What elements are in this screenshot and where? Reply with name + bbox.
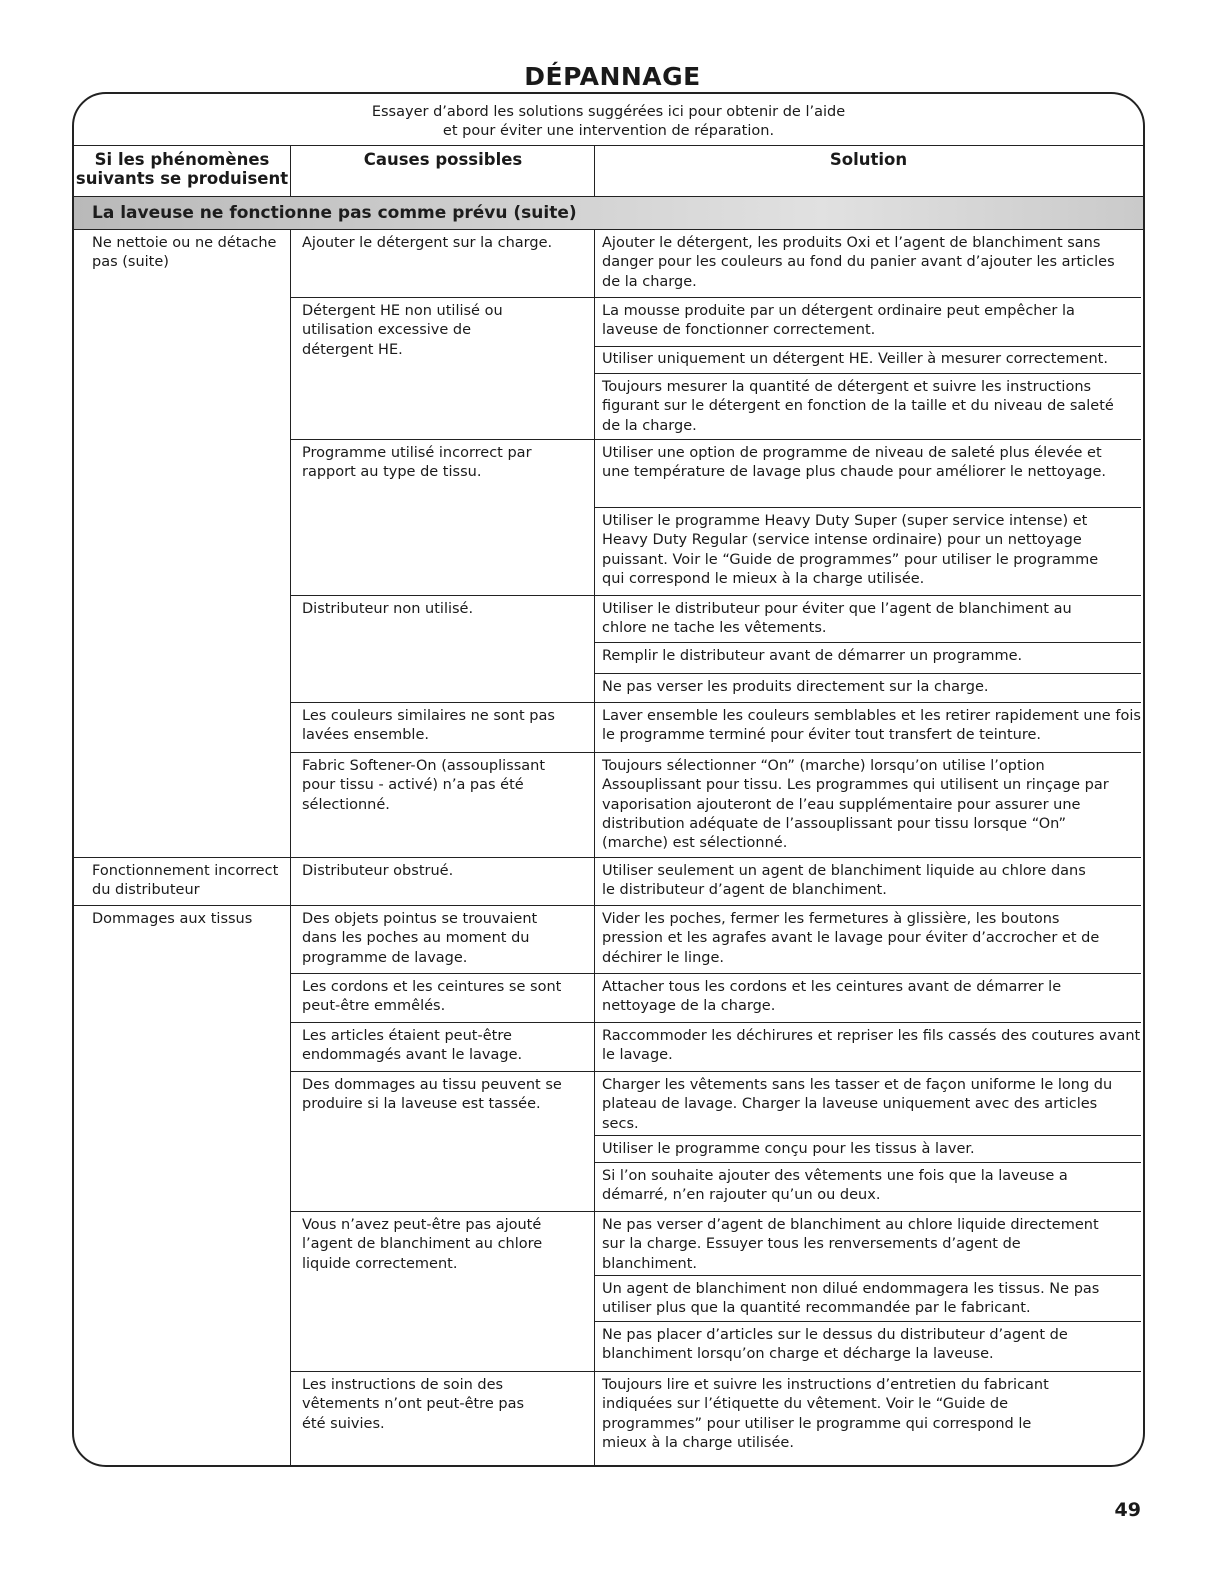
row-rule xyxy=(290,1371,1141,1372)
solution-cell: Utiliser seulement un agent de blanchiment liquide au chlore dans le distributeur d’agent de blanchiment. xyxy=(602,863,1086,899)
solution-cell: Utiliser le distributeur pour éviter que l’agent de blanchiment au chlore ne tache les vêtements. xyxy=(602,601,1072,637)
header-top-rule xyxy=(72,145,1145,146)
row-rule xyxy=(290,595,1141,596)
row-rule xyxy=(594,1162,1141,1163)
problem-cell: Fonctionnement incorrect du distributeur xyxy=(92,863,279,899)
row-rule xyxy=(290,1211,1141,1212)
cause-cell: Des objets pointus se trouvaient dans les poches au moment du programme de lavage. xyxy=(302,911,538,966)
intro-line-2: et pour éviter une intervention de réparation. xyxy=(442,123,775,139)
row-rule xyxy=(290,297,1141,298)
solution-cell: Utiliser le programme Heavy Duty Super (super service intense) et Heavy Duty Regular (service intense ordinaire) pour un nettoyage puissant. Voir le “Guide de programmes” pour utiliser le programme qui correspond le mieux à la charge utilisée. xyxy=(602,513,1099,587)
row-rule xyxy=(74,905,1141,906)
solution-cell: Ajouter le détergent, les produits Oxi et l’agent de blanchiment sans danger pour les couleurs au fond du panier avant d’ajouter les articles de la charge. xyxy=(602,235,1115,290)
row-rule xyxy=(594,1275,1141,1276)
solution-cell: Toujours mesurer la quantité de détergent et suivre les instructions figurant sur le détergent en fonction de la taille et du niveau de saleté de la charge. xyxy=(602,379,1114,434)
row-rule xyxy=(290,1071,1141,1072)
solution-cell: Attacher tous les cordons et les ceintures avant de démarrer le nettoyage de la charge. xyxy=(602,979,1062,1015)
solution-cell: Raccommoder les déchirures et repriser les fils cassés des coutures avant le lavage. xyxy=(602,1028,1141,1064)
solution-cell: Toujours sélectionner “On” (marche) lorsqu’on utilise l’option Assouplissant pour tissu. Les programmes qui utilisent un rinçage par vaporisation ajouteront de l’eau supplémentaire pour assurer une distribution adéquate de l’assouplissant pour tissu lorsque “On” (marche) est sélectionné. xyxy=(602,758,1109,852)
column-divider-1 xyxy=(290,230,291,1465)
cause-cell: Les instructions de soin des vêtements n’ont peut-être pas été suivies. xyxy=(302,1377,525,1432)
solution-cell: La mousse produite par un détergent ordinaire peut empêcher la laveuse de fonctionner correctement. xyxy=(602,303,1075,339)
solution-cell: Vider les poches, fermer les fermetures à glissière, les boutons pression et les agrafes avant le lavage pour éviter d’accrocher et de déchirer le linge. xyxy=(602,911,1100,966)
solution-cell: Utiliser le programme conçu pour les tissus à laver. xyxy=(602,1141,975,1157)
solution-cell: Ne pas placer d’articles sur le dessus du distributeur d’agent de blanchiment lorsqu’on charge et décharge la laveuse. xyxy=(602,1327,1068,1363)
row-rule xyxy=(594,1321,1141,1322)
cause-cell: Vous n’avez peut-être pas ajouté l’agent de blanchiment au chlore liquide correctement. xyxy=(302,1217,543,1272)
row-rule xyxy=(594,346,1141,347)
solution-cell: Ne pas verser d’agent de blanchiment au chlore liquide directement sur la charge. Essuyer tous les renversements d’agent de blanchiment. xyxy=(602,1217,1099,1272)
row-rule xyxy=(594,373,1141,374)
header-divider-2 xyxy=(594,145,595,197)
solution-cell: Toujours lire et suivre les instructions d’entretien du fabricant indiquées sur l’étiquette du vêtement. Voir le “Guide de programmes” pour utiliser le programme qui correspond le mieux à la charge utilisée. xyxy=(602,1377,1049,1451)
solution-cell: Ne pas verser les produits directement sur la charge. xyxy=(602,679,989,695)
cause-cell: Les cordons et les ceintures se sont peut-être emmêlés. xyxy=(302,979,562,1015)
cause-cell: Programme utilisé incorrect par rapport au type de tissu. xyxy=(302,445,532,481)
cause-cell: Des dommages au tissu peuvent se produire si la laveuse est tassée. xyxy=(302,1077,562,1113)
solution-cell: Laver ensemble les couleurs semblables et les retirer rapidement une fois le programme terminé pour éviter tout transfert de teinture. xyxy=(602,708,1141,744)
column-header-cause: Causes possibles xyxy=(363,150,523,169)
cause-cell: Distributeur non utilisé. xyxy=(302,601,474,617)
solution-cell: Remplir le distributeur avant de démarrer un programme. xyxy=(602,648,1023,664)
solution-cell: Utiliser une option de programme de niveau de saleté plus élevée et une température de lavage plus chaude pour améliorer le nettoyage. xyxy=(602,445,1107,481)
row-rule xyxy=(594,642,1141,643)
solution-cell: Utiliser uniquement un détergent HE. Veiller à mesurer correctement. xyxy=(602,351,1108,367)
row-rule xyxy=(594,673,1141,674)
row-rule xyxy=(290,439,1141,440)
row-rule xyxy=(290,702,1141,703)
row-rule xyxy=(594,507,1141,508)
row-rule xyxy=(290,752,1141,753)
row-rule xyxy=(74,857,1141,858)
row-rule xyxy=(594,1135,1141,1136)
problem-cell: Ne nettoie ou ne détache pas (suite) xyxy=(92,235,277,271)
cause-cell: Distributeur obstrué. xyxy=(302,863,454,879)
page-title: DÉPANNAGE xyxy=(524,62,701,91)
problem-cell: Dommages aux tissus xyxy=(92,911,253,927)
solution-cell: Si l’on souhaite ajouter des vêtements une fois que la laveuse a démarré, n’en rajouter qu’un ou deux. xyxy=(602,1168,1068,1204)
section-title: La laveuse ne fonctionne pas comme prévu (suite) xyxy=(92,203,577,223)
row-rule xyxy=(290,1022,1141,1023)
cause-cell: Ajouter le détergent sur la charge. xyxy=(302,235,553,251)
cause-cell: Les articles étaient peut-être endommagés avant le lavage. xyxy=(302,1028,523,1064)
cause-cell: Les couleurs similaires ne sont pas lavées ensemble. xyxy=(302,708,555,744)
intro-text xyxy=(72,103,1145,141)
cause-cell: Détergent HE non utilisé ou utilisation excessive de détergent HE. xyxy=(302,303,503,358)
solution-cell: Un agent de blanchiment non dilué endommagera les tissus. Ne pas utiliser plus que la quantité recommandée par le fabricant. xyxy=(602,1281,1100,1317)
intro-line-1: Essayer d’abord les solutions suggérées ici pour obtenir de l’aide xyxy=(371,104,846,120)
page-number: 49 xyxy=(1114,1499,1141,1521)
header-divider-1 xyxy=(290,145,291,197)
column-header-problem: Si les phénomènes suivants se produisent xyxy=(75,150,289,188)
row-rule xyxy=(290,973,1141,974)
solution-cell: Charger les vêtements sans les tasser et de façon uniforme le long du plateau de lavage. Charger la laveuse uniquement avec des articles secs. xyxy=(602,1077,1113,1132)
cause-cell: Fabric Softener-On (assouplissant pour tissu - activé) n’a pas été sélectionné. xyxy=(302,758,546,813)
column-header-solution: Solution xyxy=(829,150,908,169)
column-divider-2 xyxy=(594,230,595,1465)
